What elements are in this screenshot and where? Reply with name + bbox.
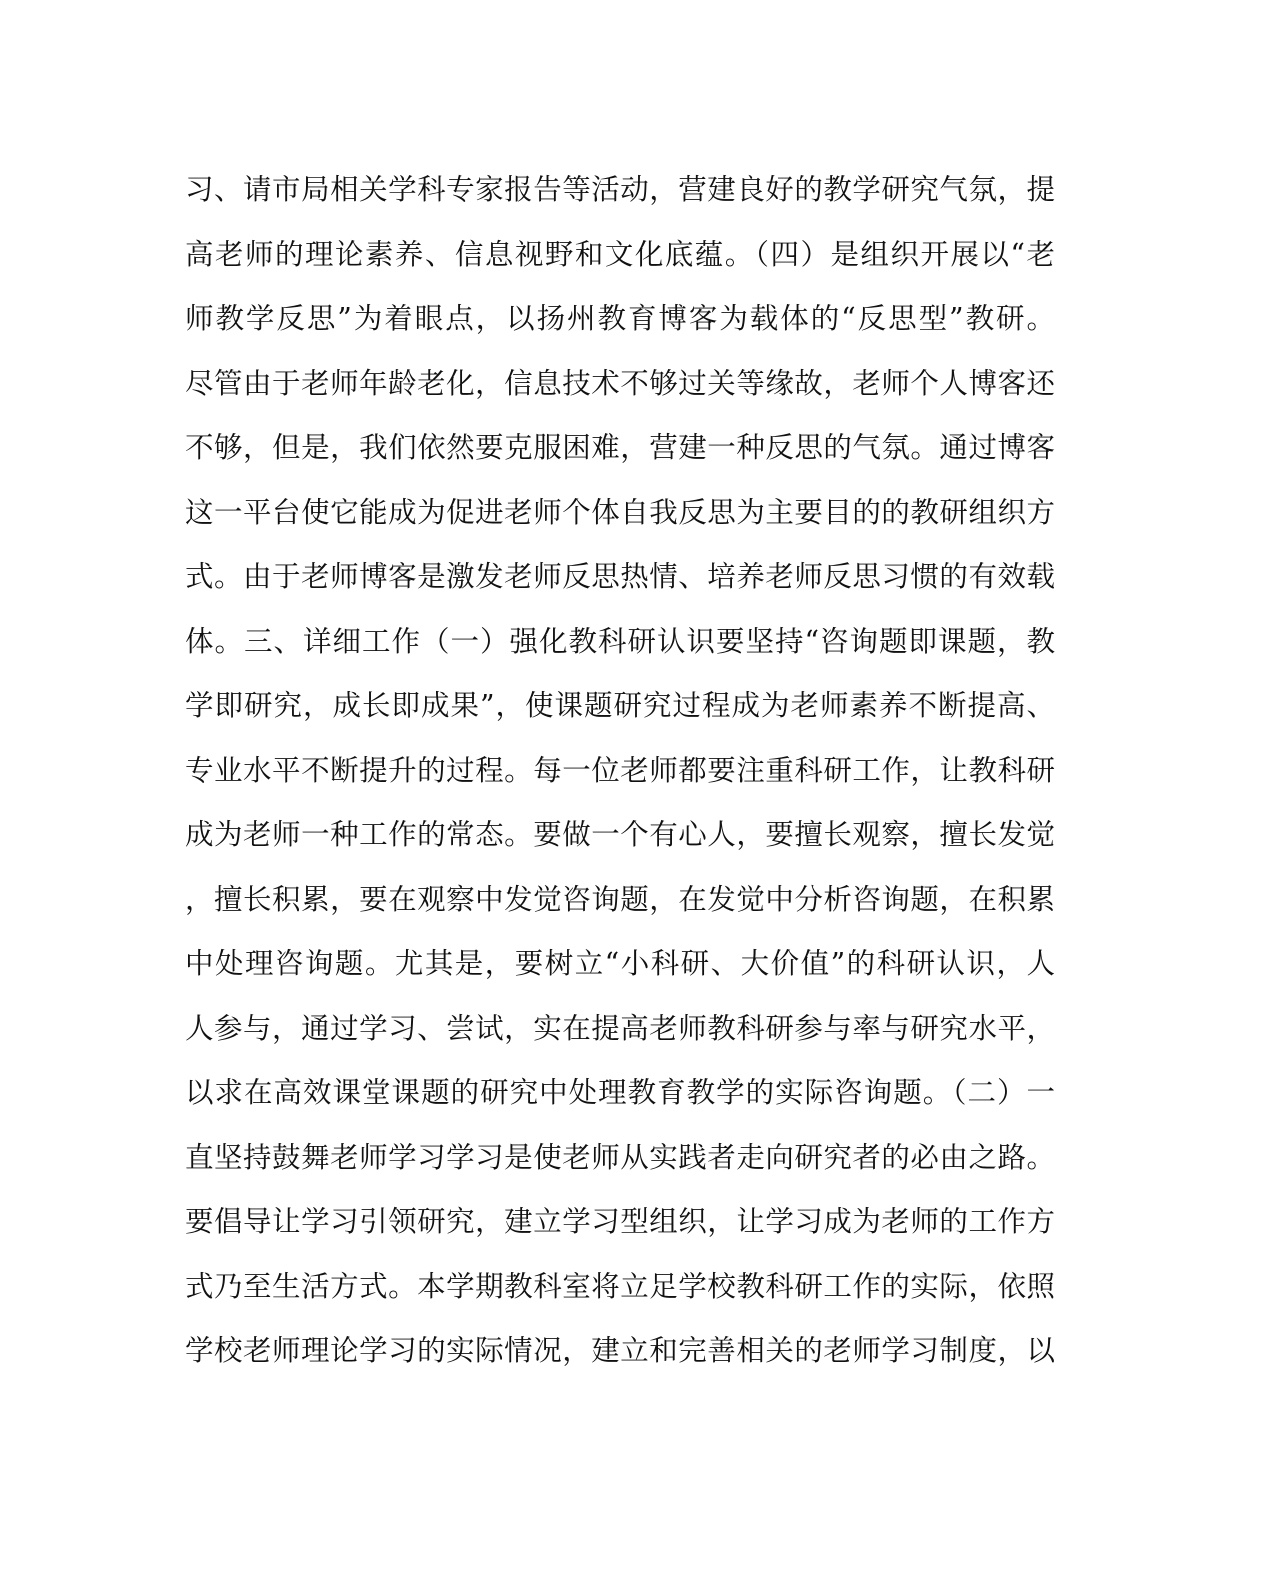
text-line-18: 式乃至生活方式。本学期教科室将立足学校教科研工作的实际，依照 bbox=[185, 1269, 1055, 1303]
text-line-11: 成为老师一种工作的常态。要做一个有心人，要擅长观察，擅长发觉 bbox=[185, 818, 1055, 851]
text-line-8: 体。三、详细工作（一）强化教科研认识要坚持“咨询题即课题，教 bbox=[185, 624, 1055, 658]
text-line-17: 要倡导让学习引领研究，建立学习型组织，让学习成为老师的工作方 bbox=[185, 1205, 1055, 1238]
text-line-4: 尽管由于老师年龄老化，信息技术不够过关等缘故，老师个人博客还 bbox=[185, 366, 1055, 400]
text-line-13: 中处理咨询题。尤其是，要树立“小科研、大价值”的科研认识，人 bbox=[185, 947, 1055, 980]
text-line-9: 学即研究，成长即成果”，使课题研究过程成为老师素养不断提高、 bbox=[185, 689, 1055, 722]
text-line-1: 习、请市局相关学科专家报告等活动，营建良好的教学研究气氛，提 bbox=[185, 173, 1055, 206]
text-line-6: 这一平台使它能成为促进老师个体自我反思为主要目的的教研组织方 bbox=[185, 495, 1055, 529]
text-line-19: 学校老师理论学习的实际情况，建立和完善相关的老师学习制度，以 bbox=[185, 1334, 1055, 1367]
text-line-10: 专业水平不断提升的过程。每一位老师都要注重科研工作，让教科研 bbox=[185, 753, 1055, 787]
text-line-2: 高老师的理论素养、信息视野和文化底蕴。（四）是组织开展以“老 bbox=[185, 237, 1055, 271]
text-line-3: 师教学反思”为着眼点，以扬州教育博客为载体的“反思型”教研。 bbox=[185, 302, 1055, 335]
text-line-7: 式。由于老师博客是激发老师反思热情、培养老师反思习惯的有效载 bbox=[185, 560, 1055, 593]
text-line-5: 不够，但是，我们依然要克服困难，营建一种反思的气氛。通过博客 bbox=[185, 431, 1055, 464]
text-line-16: 直坚持鼓舞老师学习学习是使老师从实践者走向研究者的必由之路。 bbox=[185, 1140, 1055, 1174]
text-line-12: ，擅长积累，要在观察中发觉咨询题，在发觉中分析咨询题，在积累 bbox=[185, 882, 1055, 916]
text-line-14: 人参与，通过学习、尝试，实在提高老师教科研参与率与研究水平， bbox=[185, 1011, 1055, 1045]
text-line-15: 以求在高效课堂课题的研究中处理教育教学的实际咨询题。（二）一 bbox=[185, 1076, 1055, 1109]
body-text bbox=[185, 158, 1055, 1384]
